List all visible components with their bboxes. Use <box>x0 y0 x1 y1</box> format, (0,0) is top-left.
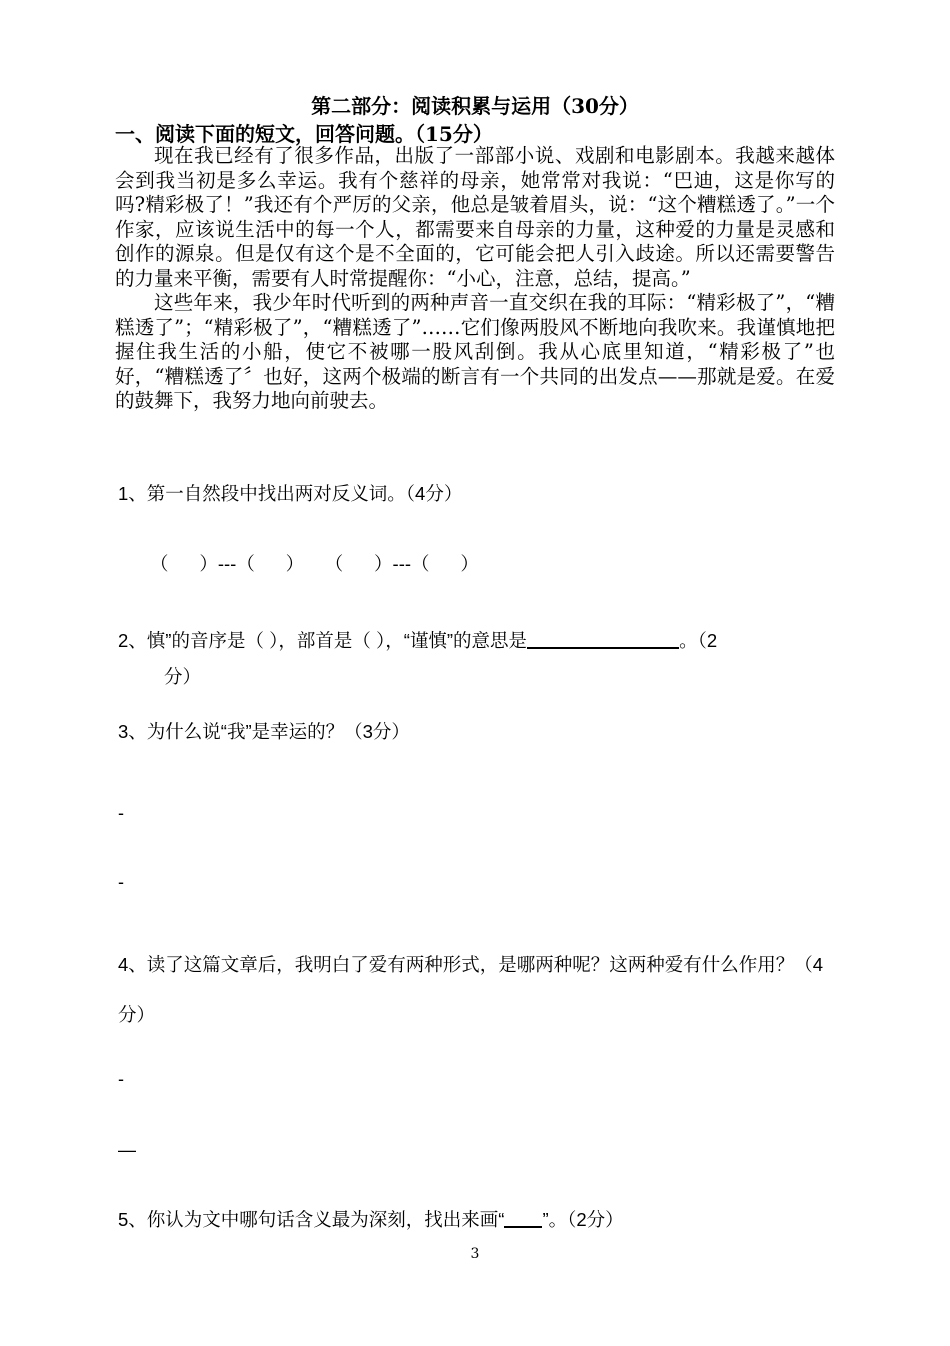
question-4: 4、读了这篇文章后，我明白了爱有两种形式，是哪两种呢？这两种爱有什么作用？（4分） <box>118 954 824 1025</box>
question-2-text: 2、慎”的音序是（ ），部首是（ ），“谨慎”的意思是 <box>118 630 528 651</box>
question-1: 1、第一自然段中找出两对反义词。（4分） <box>118 483 463 504</box>
question-2-score-end: 分） <box>164 666 202 687</box>
section-heading: 一、阅读下面的短文，回答问题。（15分） <box>115 122 493 146</box>
question-5-text: 5、你认为文中哪句话含义最为深刻，找出来画“ <box>118 1209 505 1230</box>
page-number: 3 <box>470 1246 480 1262</box>
question-5-underline-mark <box>504 1208 542 1228</box>
question-1-antonym-blanks: （ ）---（ ） （ ）---（ ） <box>150 553 479 574</box>
question-5 <box>118 1206 624 1232</box>
question-3-answer-line-2: - <box>118 872 124 892</box>
question-4-answer-line-1: - <box>118 1069 124 1089</box>
passage-paragraph-1: 现在我已经有了很多作品，出版了一部部小说、戏剧和电影剧本。我越来越体会到我当初是多么幸运。我有个慈祥的母亲，她常常对我说：“巴迪，这是你写的吗?精彩极了！”我还有个严厉的父亲，他总是皱着眉头，说：“这个糟糕透了。”一个作家，应该说生活中的每一个人，都需要来自母亲的力量，这种爱的力量是灵感和创作的源泉。但是仅有这个是不全面的，它可能会把人引入歧途。所以还需要警告的力量来平衡，需要有人时常提醒你：“小心，注意，总结，提高。” <box>115 144 835 290</box>
question-2-score-start: 。（2 <box>679 630 718 651</box>
question-4-answer-line-2: — <box>118 1140 136 1160</box>
question-5-score: ”。（2分） <box>542 1209 624 1230</box>
reading-passage <box>115 144 835 414</box>
question-3: 3、为什么说“我”是幸运的？（3分） <box>118 721 410 742</box>
passage-paragraph-2: 这些年来，我少年时代听到的两种声音一直交织在我的耳际：“精彩极了”，“糟糕透了”；“精彩极了”，“糟糕透了”……它们像两股风不断地向我吹来。我谨慎地把握住我生活的小船，使它不被哪一股风刮倒。我从心底里知道，“精彩极了”也好，“糟糕透了〞也好，这两个极端的断言有一个共同的出发点——那就是爱。在爱的鼓舞下，我努力地向前驶去。 <box>115 291 835 412</box>
question-3-answer-line-1: - <box>118 803 124 823</box>
part-title: 第二部分：阅读积累与运用（30分） <box>311 94 639 118</box>
question-2 <box>118 623 838 695</box>
question-2-answer-blank[interactable] <box>527 627 679 649</box>
